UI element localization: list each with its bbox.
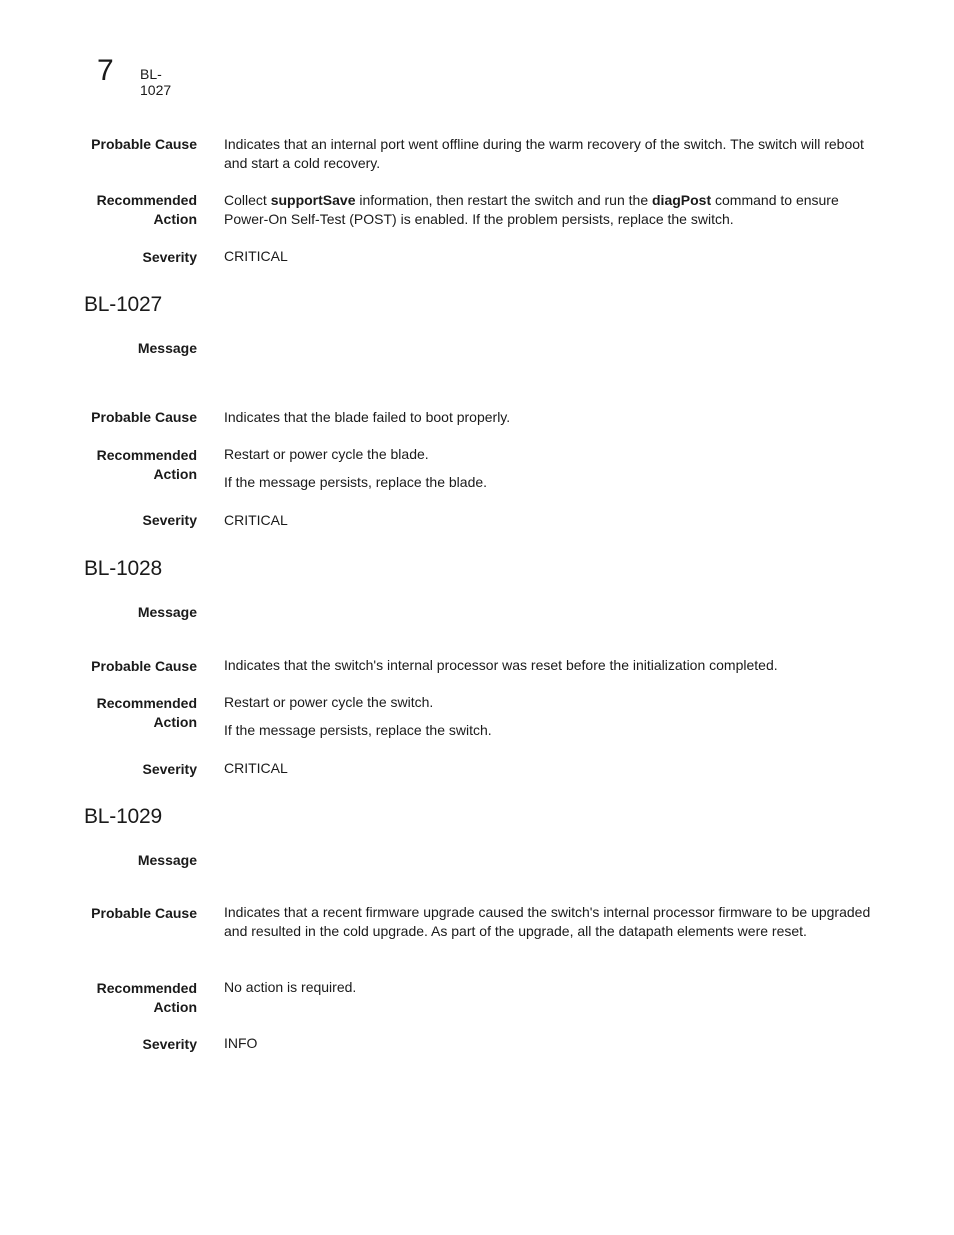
recommended-action-label: Recommended Action: [96, 192, 197, 227]
section-heading-bl-1028: BL-1028: [84, 557, 162, 580]
message-label: Message: [137, 340, 197, 356]
section-heading-bl-1029: BL-1029: [84, 805, 162, 828]
probable-cause-label: Probable Cause: [91, 409, 197, 425]
severity-label: Severity: [142, 512, 197, 528]
severity-value: CRITICAL: [224, 760, 288, 776]
recommended-action-label: Recommended Action: [96, 447, 197, 482]
severity-value: CRITICAL: [224, 248, 288, 264]
recommended-action-label: Recommended Action: [96, 980, 197, 1015]
probable-cause-label: Probable Cause: [91, 905, 197, 921]
recommended-action-text: No action is required.: [224, 979, 357, 995]
probable-cause-text: Indicates that a recent firmware upgrade caused the switch's internal processor firmware to be upgraded and resulted in the cold upgrade. As part of the upgrade, all the datapath elements were reset.: [224, 904, 871, 939]
probable-cause-text: Indicates that an internal port went offline during the warm recovery of the switch. The switch will reboot and start a cold recovery.: [224, 136, 864, 171]
severity-value: CRITICAL: [224, 512, 288, 528]
severity-value: INFO: [224, 1035, 258, 1051]
recommended-action-text: Restart or power cycle the switch. If the message persists, replace the switch.: [224, 694, 492, 738]
section-heading-bl-1027: BL-1027: [84, 293, 162, 316]
severity-label: Severity: [142, 1036, 197, 1052]
chapter-number: 7: [97, 54, 114, 87]
probable-cause-label: Probable Cause: [91, 658, 197, 674]
command-supportsave: supportSave: [270, 192, 356, 208]
probable-cause-label: Probable Cause: [91, 136, 197, 152]
recommended-action-text: Collect supportSave information, then restart the switch and run the diagPost command to ensure Power-On Self-Test (POST) is enabled. If the problem persists, replace the switch.: [224, 192, 839, 227]
command-diagpost: diagPost: [652, 192, 712, 208]
message-label: Message: [137, 604, 197, 620]
recommended-action-text: Restart or power cycle the blade. If the message persists, replace the blade.: [224, 446, 488, 490]
severity-label: Severity: [142, 249, 197, 265]
probable-cause-text: Indicates that the switch's internal processor was reset before the initialization completed.: [224, 657, 778, 673]
running-title: BL-1027: [140, 66, 172, 98]
recommended-action-label: Recommended Action: [96, 695, 197, 730]
probable-cause-text: Indicates that the blade failed to boot properly.: [224, 409, 511, 425]
severity-label: Severity: [142, 761, 197, 777]
message-label: Message: [137, 852, 197, 868]
